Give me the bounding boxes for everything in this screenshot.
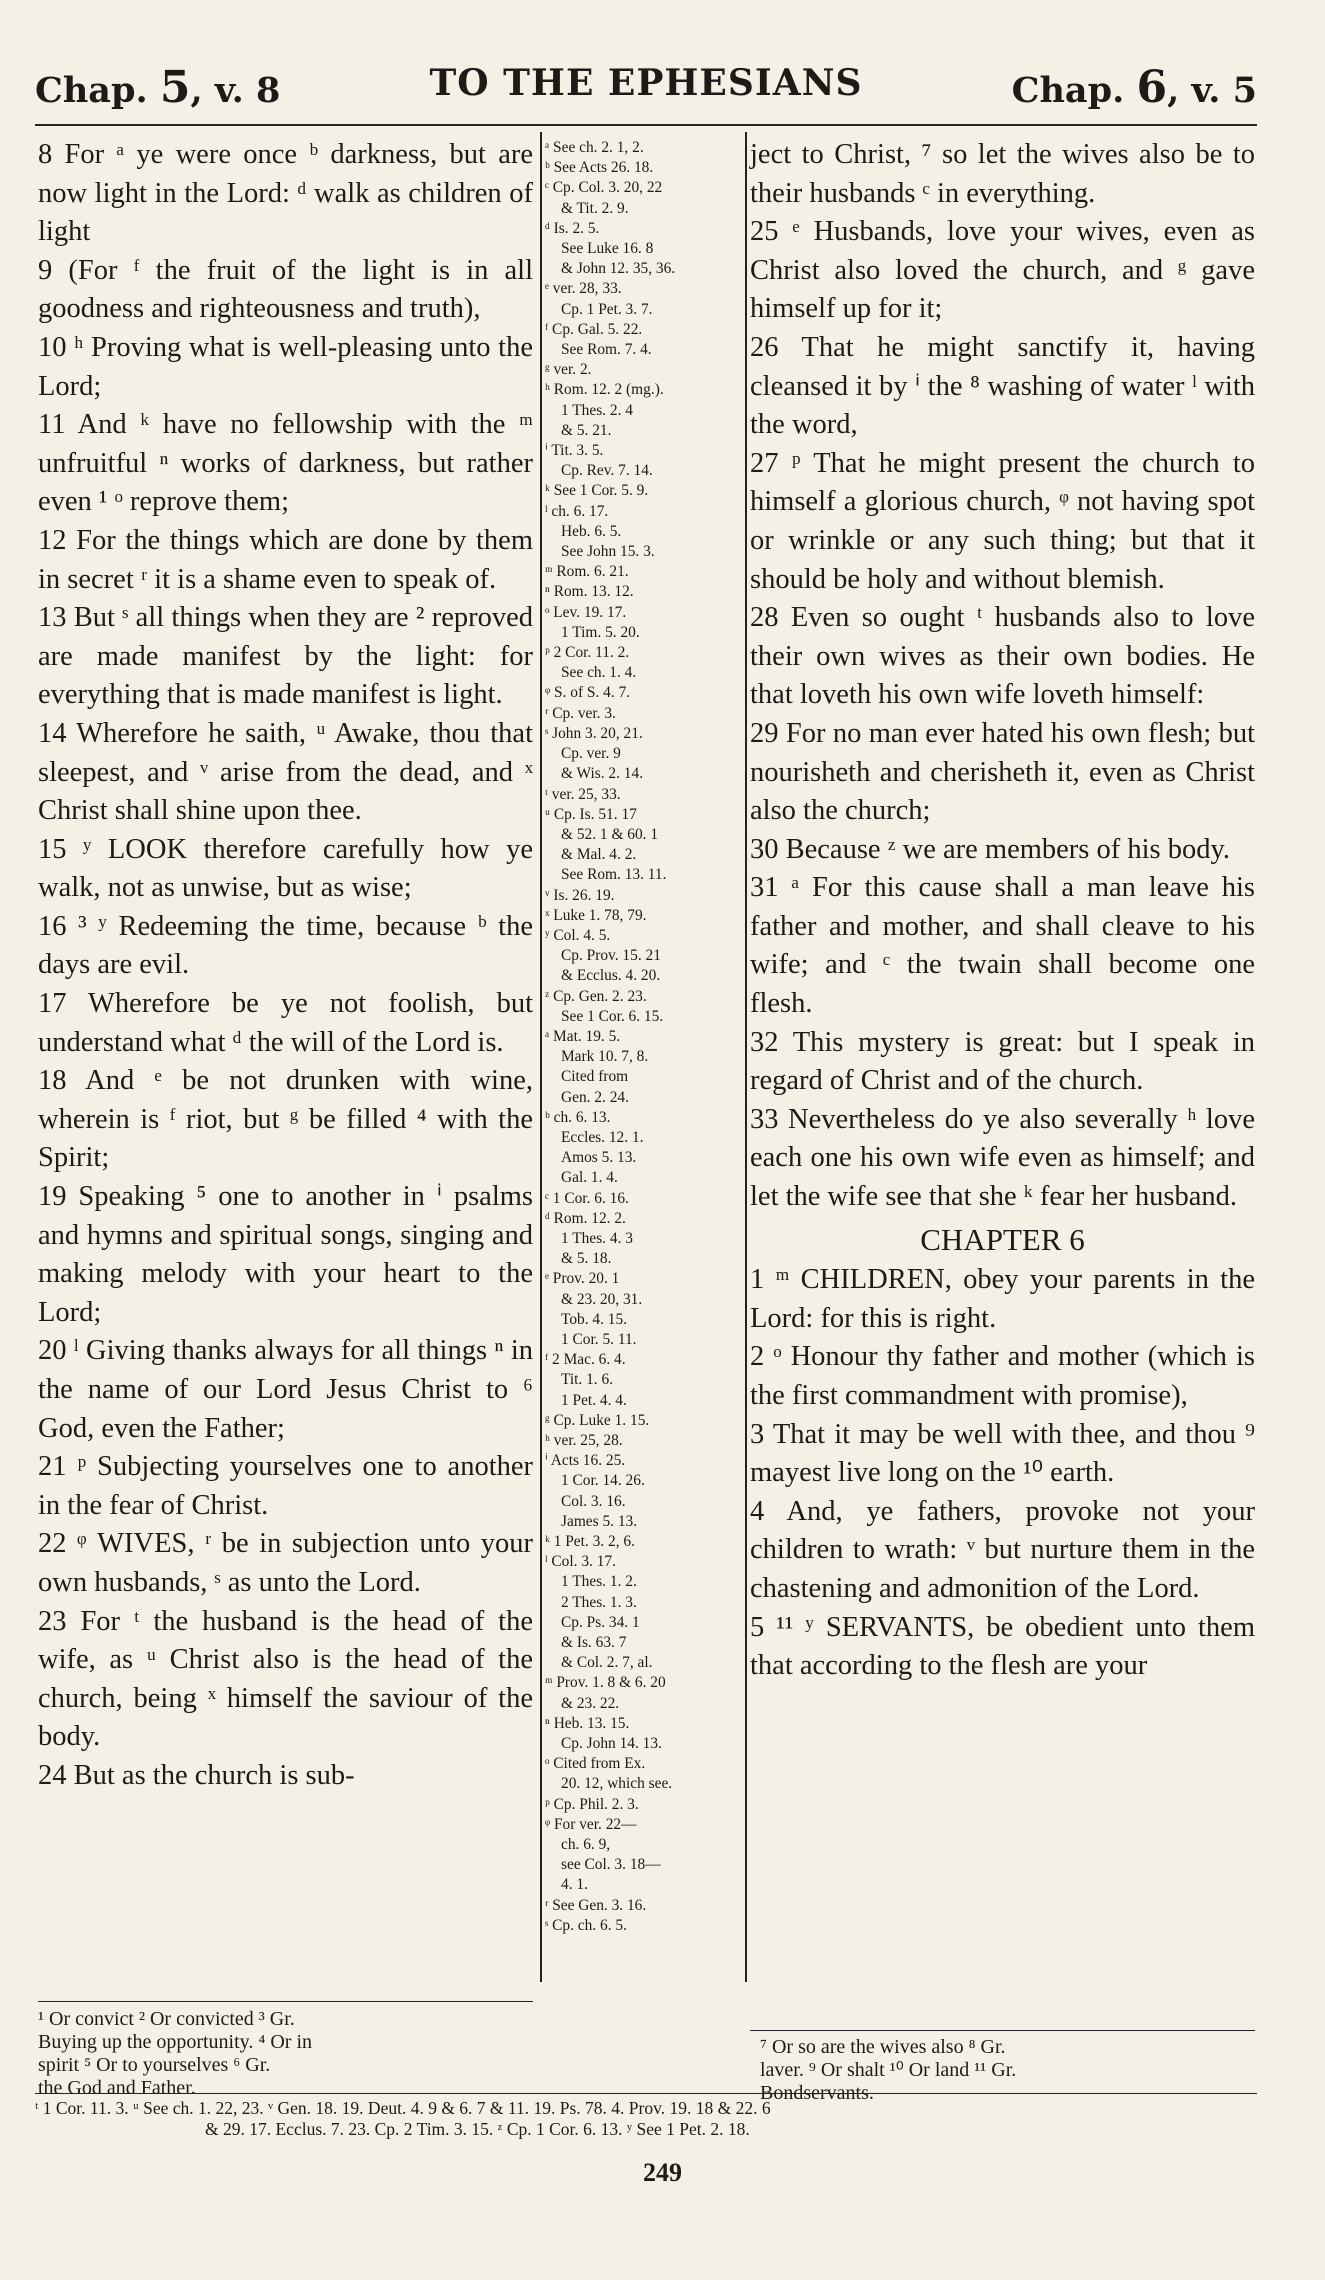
footnote-rule-right xyxy=(750,2030,1255,2031)
cross-reference-line: Cp. ver. 9 xyxy=(561,745,621,763)
running-header xyxy=(35,62,1257,122)
verse: 3 That it may be well with thee, and thou ⁹ mayest live long on the ¹⁰ earth. xyxy=(750,1418,1255,1489)
cross-reference-line: ⁱ Acts 16. 25. xyxy=(545,1452,626,1470)
cross-reference-line: See ch. 1. 4. xyxy=(561,664,637,682)
verse: 12 For the things which are done by them in secret ʳ it is a shame even to speak of. xyxy=(38,524,533,595)
verse: 1 ᵐ CHILDREN, obey your parents in the Lord: for this is right. xyxy=(750,1264,1255,1334)
cross-reference-line: ᵠ S. of S. 4. 7. xyxy=(545,684,631,702)
footnote-line: the God and Father. xyxy=(38,2077,196,2099)
verse: 9 (For ᶠ the fruit of the light is in all goodness and righteousness and truth), xyxy=(38,254,533,325)
verse: 24 But as the church is sub- xyxy=(38,1759,355,1791)
verse: 13 But ˢ all things when they are ² reproved are made manifest by the light: for everything that is made manifest is light. xyxy=(38,602,533,711)
cross-reference-line: Cited from xyxy=(561,1068,629,1086)
cross-reference-line: Gen. 2. 24. xyxy=(561,1088,629,1106)
cross-reference-line: 1 Tim. 5. 20. xyxy=(561,623,640,641)
bottom-reference-line: & 29. 17. Ecclus. 7. 23. Cp. 2 Tim. 3. 15. ᶻ Cp. 1 Cor. 6. 13. ʸ See 1 Pet. 2. 18. xyxy=(205,2119,750,2139)
column-divider-right xyxy=(745,132,747,1982)
cross-reference-line: & Ecclus. 4. 20. xyxy=(561,967,661,985)
page-number: 249 xyxy=(643,2158,682,2187)
cross-reference-line: ᵍ Cp. Luke 1. 15. xyxy=(545,1411,650,1429)
bottom-reference-line: ᵗ 1 Cor. 11. 3. ᵘ See ch. 1. 22, 23. ᵛ Gen. 18. 19. Deut. 4. 9 & 6. 7 & 11. 19. Ps. 78. 4. Prov. 19. 18 & 22. 6 xyxy=(35,2098,771,2118)
header-chapter-right xyxy=(1012,62,1257,113)
verse: 22 ᵠ WIVES, ʳ be in subjection unto your own husbands, ˢ as unto the Lord. xyxy=(38,1528,533,1598)
header-rule xyxy=(35,124,1257,126)
cross-reference-line: ᵒ Lev. 19. 17. xyxy=(545,603,627,621)
cross-reference-line: ᶜ Cp. Col. 3. 20, 22 xyxy=(545,179,663,197)
bottom-references xyxy=(35,2098,1265,2140)
cross-reference-line: Eccles. 12. 1. xyxy=(561,1128,644,1146)
cross-reference-line: ᶻ Cp. Gen. 2. 23. xyxy=(545,987,647,1005)
cross-reference-line: ˢ Cp. ch. 6. 5. xyxy=(545,1916,627,1934)
verse: 32 This mystery is great: but I speak in regard of Christ and of the church. xyxy=(750,1026,1255,1097)
verse: 27 ᵖ That he might present the church to himself a glorious church, ᵠ not having spot or wrinkle or any such thing; but that it should be holy and without blemish. xyxy=(750,447,1255,595)
footnote-line: spirit ⁵ Or to yourselves ⁶ Gr. xyxy=(38,2054,271,2076)
chapter-heading: CHAPTER 6 xyxy=(920,1221,1085,1257)
verse: 14 Wherefore he saith, ᵘ Awake, thou that sleepest, and ᵛ arise from the dead, and ˣ Christ shall shine upon thee. xyxy=(38,717,533,827)
cross-reference-line: ˡ ch. 6. 17. xyxy=(545,502,609,520)
footnote-line: laver. ⁹ Or shalt ¹⁰ Or land ¹¹ Gr. xyxy=(760,2059,1017,2081)
cross-reference-line: ᵖ Cp. Phil. 2. 3. xyxy=(545,1795,639,1813)
cross-reference-line: Mark 10. 7, 8. xyxy=(561,1048,649,1066)
cross-reference-line: ᵈ Is. 2. 5. xyxy=(545,219,600,237)
cross-reference-line: ᵒ Cited from Ex. xyxy=(545,1755,646,1773)
footnote-line: Bondservants. xyxy=(760,2082,874,2104)
cross-reference-line: 1 Pet. 4. 4. xyxy=(561,1391,627,1409)
cross-reference-line: Cp. Rev. 7. 14. xyxy=(561,462,653,480)
cross-reference-line: See 1 Cor. 6. 15. xyxy=(561,1007,664,1025)
footnotes-left xyxy=(38,2008,533,2100)
cross-reference-line: Cp. Prov. 15. 21 xyxy=(561,947,661,965)
cross-reference-line: Cp. 1 Pet. 3. 7. xyxy=(561,300,653,318)
verse: 28 Even so ought ᵗ husbands also to love their own wives as their own bodies. He that loveth his own wife loveth himself: xyxy=(750,602,1255,711)
cross-reference-line: ʸ Col. 4. 5. xyxy=(545,926,611,944)
left-text-column xyxy=(38,136,533,1796)
header-left-suffix: , v. 8 xyxy=(190,70,281,111)
verse: 4 And, ye fathers, provoke not your children to wrath: ᵛ but nurture them in the chastening and admonition of the Lord. xyxy=(750,1495,1255,1604)
cross-reference-line: ᵠ For ver. 22— xyxy=(545,1815,637,1833)
verse: 5 ¹¹ ʸ SERVANTS, be obedient unto them that according to the flesh are your xyxy=(750,1611,1255,1682)
cross-reference-line: ᵐ Prov. 1. 8 & 6. 20 xyxy=(545,1674,666,1692)
cross-reference-line: see Col. 3. 18— xyxy=(561,1856,661,1874)
cross-reference-line: 4. 1. xyxy=(561,1876,588,1894)
cross-reference-line: & 5. 21. xyxy=(561,421,612,439)
verse: 33 Nevertheless do ye also severally ʰ love each one his own wife even as himself; and let the wife see that she ᵏ fear her husband. xyxy=(750,1103,1255,1213)
cross-reference-line: ˡ Col. 3. 17. xyxy=(545,1553,616,1571)
header-right-prefix: Chap. xyxy=(1011,70,1125,111)
cross-reference-line: ⁱ Tit. 3. 5. xyxy=(545,442,604,460)
cross-reference-line: ᵃ Mat. 19. 5. xyxy=(545,1027,621,1045)
verse: 26 That he might sanctify it, having cleansed it by ⁱ the ⁸ washing of water ˡ with the word, xyxy=(750,331,1255,441)
cross-reference-line: ʰ ver. 25, 28. xyxy=(545,1432,623,1449)
cross-reference-line: James 5. 13. xyxy=(561,1512,638,1530)
cross-reference-line: 1 Cor. 14. 26. xyxy=(561,1472,645,1490)
cross-reference-line: ᵉ ver. 28, 33. xyxy=(545,280,622,298)
cross-reference-line: & Mal. 4. 2. xyxy=(561,846,637,864)
cross-reference-line: ⁿ Heb. 13. 15. xyxy=(545,1714,630,1732)
cross-reference-line: & Col. 2. 7, al. xyxy=(561,1654,653,1672)
cross-reference-line: ᵃ See ch. 2. 1, 2. xyxy=(545,139,644,156)
verse: 17 Wherefore be ye not foolish, but understand what ᵈ the will of the Lord is. xyxy=(38,988,533,1058)
cross-reference-line: See Rom. 13. 11. xyxy=(561,866,667,884)
cross-reference-line: ᵇ See Acts 26. 18. xyxy=(545,159,654,177)
verse: 20 ˡ Giving thanks always for all things ⁿ in the name of our Lord Jesus Christ to ⁶ God, even the Father; xyxy=(38,1335,533,1444)
cross-reference-line: See Luke 16. 8 xyxy=(561,240,654,258)
cross-reference-line: ⁿ Rom. 13. 12. xyxy=(545,583,634,601)
cross-reference-line: & Tit. 2. 9. xyxy=(561,199,629,217)
cross-reference-line: See Rom. 7. 4. xyxy=(561,341,652,359)
bottom-reference-rule xyxy=(35,2093,1257,2094)
cross-reference-line: ᵛ Is. 26. 19. xyxy=(545,886,615,904)
cross-reference-line: Tit. 1. 6. xyxy=(561,1371,614,1389)
cross-reference-line: Cp. John 14. 13. xyxy=(561,1735,662,1753)
cross-reference-line: & Wis. 2. 14. xyxy=(561,765,644,783)
cross-reference-line: ʳ See Gen. 3. 16. xyxy=(545,1896,647,1914)
cross-reference-line: & 52. 1 & 60. 1 xyxy=(561,825,659,843)
cross-reference-line: See John 15. 3. xyxy=(561,543,655,561)
page-title: TO THE EPHESIANS xyxy=(429,62,863,104)
cross-reference-line: ᵖ 2 Cor. 11. 2. xyxy=(545,644,630,662)
cross-reference-line: Col. 3. 16. xyxy=(561,1492,626,1510)
cross-reference-line: ᵍ ver. 2. xyxy=(545,361,592,379)
cross-reference-line: ʳ Cp. ver. 3. xyxy=(545,704,616,722)
cross-reference-line: Heb. 6. 5. xyxy=(561,522,622,540)
cross-reference-line: ˢ John 3. 20, 21. xyxy=(545,724,643,742)
cross-reference-line: ᵏ See 1 Cor. 5. 9. xyxy=(545,482,649,500)
cross-reference-line: & Is. 63. 7 xyxy=(561,1634,627,1652)
header-right-suffix: , v. 5 xyxy=(1167,70,1257,111)
verse: 11 And ᵏ have no fellowship with the ᵐ unfruitful ⁿ works of darkness, but rather even ¹ ᵒ reprove them; xyxy=(38,409,533,518)
header-right-num: 6 xyxy=(1136,62,1168,113)
cross-reference-line: ᵈ Rom. 12. 2. xyxy=(545,1209,626,1227)
cross-reference-line: 2 Thes. 1. 3. xyxy=(561,1593,637,1611)
cross-reference-column xyxy=(545,138,745,1936)
cross-reference-line: ᶠ Cp. Gal. 5. 22. xyxy=(545,320,643,338)
right-text-column xyxy=(750,136,1255,1686)
cross-reference-line: ᵏ 1 Pet. 3. 2, 6. xyxy=(545,1533,635,1551)
cross-reference-line: ˣ Luke 1. 78, 79. xyxy=(545,906,647,924)
footnote-line: ⁷ Or so are the wives also ⁸ Gr. xyxy=(760,2036,1006,2058)
cross-reference-line: ᵘ Cp. Is. 51. 17 xyxy=(545,805,637,823)
verse: 10 ʰ Proving what is well-pleasing unto the Lord; xyxy=(38,331,533,402)
cross-reference-line: & 23. 20, 31. xyxy=(561,1290,643,1308)
header-left-num: 5 xyxy=(159,62,191,113)
column-divider-left xyxy=(540,132,542,1982)
verse: 23 For ᵗ the husband is the head of the wife, as ᵘ Christ also is the head of the church, being ˣ himself the saviour of the body. xyxy=(38,1605,533,1753)
cross-reference-line: Gal. 1. 4. xyxy=(561,1169,618,1187)
cross-reference-line: & 5. 18. xyxy=(561,1250,612,1268)
verse: 25 ᵉ Husbands, love your wives, even as Christ also loved the church, and ᵍ gave himself up for it; xyxy=(750,216,1255,325)
verse: 19 Speaking ⁵ one to another in ⁱ psalms and hymns and spiritual songs, singing and making melody with your heart to the Lord; xyxy=(38,1181,533,1328)
verse: 8 For ᵃ ye were once ᵇ darkness, but are now light in the Lord: ᵈ walk as children of light xyxy=(38,139,533,248)
cross-reference-line: ch. 6. 9, xyxy=(561,1836,611,1854)
cross-reference-line: Amos 5. 13. xyxy=(561,1149,637,1167)
cross-reference-line: 20. 12, which see. xyxy=(561,1775,673,1793)
verse: 16 ³ ʸ Redeeming the time, because ᵇ the days are evil. xyxy=(38,910,533,981)
verse: ject to Christ, ⁷ so let the wives also be to their husbands ᶜ in everything. xyxy=(750,139,1255,209)
cross-reference-line: 1 Thes. 1. 2. xyxy=(561,1573,637,1591)
verse: 18 And ᵉ be not drunken with wine, wherein is ᶠ riot, but ᵍ be filled ⁴ with the Spirit; xyxy=(38,1065,533,1174)
cross-reference-line: ᵐ Rom. 6. 21. xyxy=(545,563,629,581)
cross-reference-line: & 23. 22. xyxy=(561,1694,620,1712)
cross-reference-line: 1 Thes. 2. 4 xyxy=(561,401,633,419)
verse: 31 ᵃ For this cause shall a man leave his father and mother, and shall cleave to his wife; and ᶜ the twain shall become one flesh. xyxy=(750,872,1255,1020)
footnote-line: ¹ Or convict ² Or convicted ³ Gr. xyxy=(38,2008,295,2030)
cross-reference-line: 1 Cor. 5. 11. xyxy=(561,1330,637,1348)
cross-reference-line: Cp. Ps. 34. 1 xyxy=(561,1613,640,1631)
cross-reference-line: ʰ Rom. 12. 2 (mg.). xyxy=(545,381,664,399)
cross-reference-line: ᵇ ch. 6. 13. xyxy=(545,1108,611,1126)
verse: 21 ᵖ Subjecting yourselves one to another in the fear of Christ. xyxy=(38,1451,533,1521)
cross-reference-line: ᵗ ver. 25, 33. xyxy=(545,785,621,803)
cross-reference-line: ᶜ 1 Cor. 6. 16. xyxy=(545,1189,629,1207)
verse: 29 For no man ever hated his own flesh; but nourisheth and cherisheth it, even as Christ also the church; xyxy=(750,717,1255,827)
cross-reference-line: Tob. 4. 15. xyxy=(561,1310,628,1328)
verse: 15 ʸ LOOK therefore carefully how ye walk, not as unwise, but as wise; xyxy=(38,833,533,904)
verse: 30 Because ᶻ we are members of his body. xyxy=(750,833,1231,865)
cross-reference-line: ᵉ Prov. 20. 1 xyxy=(545,1270,620,1288)
cross-reference-line: & John 12. 35, 36. xyxy=(561,260,676,278)
footnote-rule-left xyxy=(38,2001,533,2002)
header-left-prefix: Chap. xyxy=(35,70,148,111)
cross-reference-line: 1 Thes. 4. 3 xyxy=(561,1229,633,1247)
footnote-line: Buying up the opportunity. ⁴ Or in xyxy=(38,2031,312,2053)
verse: 2 ᵒ Honour thy father and mother (which is the first commandment with promise), xyxy=(750,1341,1255,1411)
cross-reference-line: ᶠ 2 Mac. 6. 4. xyxy=(545,1351,626,1369)
footnotes-right xyxy=(760,2036,1255,2105)
